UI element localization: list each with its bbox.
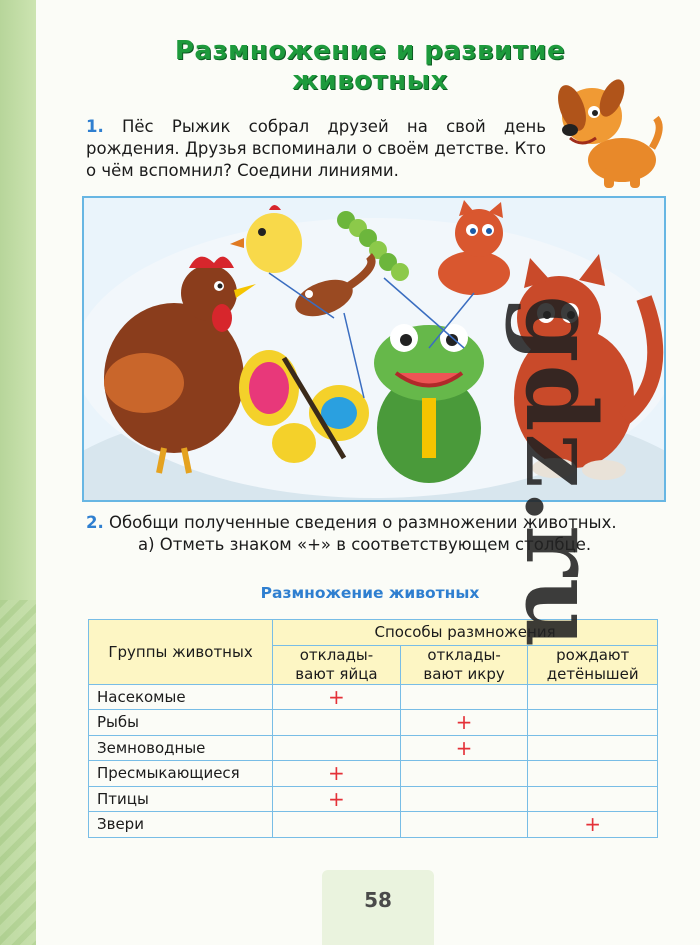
plus-mark-cell[interactable] [528, 786, 658, 812]
task-1-number: 1. [86, 117, 104, 136]
column-header-spawn: отклады-вают икру [400, 645, 528, 684]
column-header-eggs: отклады-вают яйца [273, 645, 401, 684]
table-row [89, 735, 658, 761]
row-label: Звери [89, 812, 273, 838]
plus-mark-cell[interactable] [400, 812, 528, 838]
group-column-header: Группы животных [89, 620, 273, 685]
watermark-text: gdz.ru [503, 295, 617, 650]
table-row [89, 761, 658, 787]
plus-mark-cell[interactable]: + [528, 812, 658, 838]
dog-illustration [552, 68, 667, 193]
task-2-text: Обобщи полученные сведения о размножении животных. [109, 513, 617, 532]
plus-mark-cell[interactable] [400, 786, 528, 812]
table-title: Размножение животных [260, 584, 480, 602]
row-label: Земноводные [89, 735, 273, 761]
leaf-decoration [0, 600, 40, 945]
table-row [89, 710, 658, 736]
reproduction-table [88, 619, 658, 838]
methods-header: Способы размножения [273, 620, 658, 646]
plus-mark-cell[interactable] [528, 684, 658, 710]
plus-mark-cell[interactable] [273, 735, 401, 761]
task-2 [86, 512, 654, 556]
table-row [89, 684, 658, 710]
plus-mark-cell[interactable] [273, 812, 401, 838]
plus-mark-cell[interactable] [528, 735, 658, 761]
task-1-text: Пёс Рыжик собрал друзей на свой день рождения. Друзья вспоминали о своём детстве. Кто о чём вспомнил? Соедини линиями. [86, 117, 546, 180]
plus-mark-cell[interactable]: + [400, 735, 528, 761]
plus-mark-cell[interactable] [528, 710, 658, 736]
row-label: Рыбы [89, 710, 273, 736]
lesson-title: Размножение и развитие животных [174, 36, 566, 96]
table-row [89, 786, 658, 812]
task-2-subtask: а) Отметь знаком «+» в соответствующем столбце. [138, 535, 592, 554]
task-2-number: 2. [86, 513, 104, 532]
page-number: 58 [364, 888, 392, 912]
table-row [89, 812, 658, 838]
plus-mark-cell[interactable]: + [400, 710, 528, 736]
row-label: Пресмыкающиеся [89, 761, 273, 787]
plus-mark-cell[interactable] [528, 761, 658, 787]
plus-mark-cell[interactable]: + [273, 761, 401, 787]
plus-mark-cell[interactable]: + [273, 786, 401, 812]
row-label: Птицы [89, 786, 273, 812]
column-header-live-birth: рождают детёнышей [528, 645, 658, 684]
task-1 [86, 116, 546, 182]
row-label: Насекомые [89, 684, 273, 710]
animals-illustration [82, 196, 666, 502]
plus-mark-cell[interactable] [400, 761, 528, 787]
plus-mark-cell[interactable] [273, 710, 401, 736]
plus-mark-cell[interactable] [400, 684, 528, 710]
plus-mark-cell[interactable]: + [273, 684, 401, 710]
